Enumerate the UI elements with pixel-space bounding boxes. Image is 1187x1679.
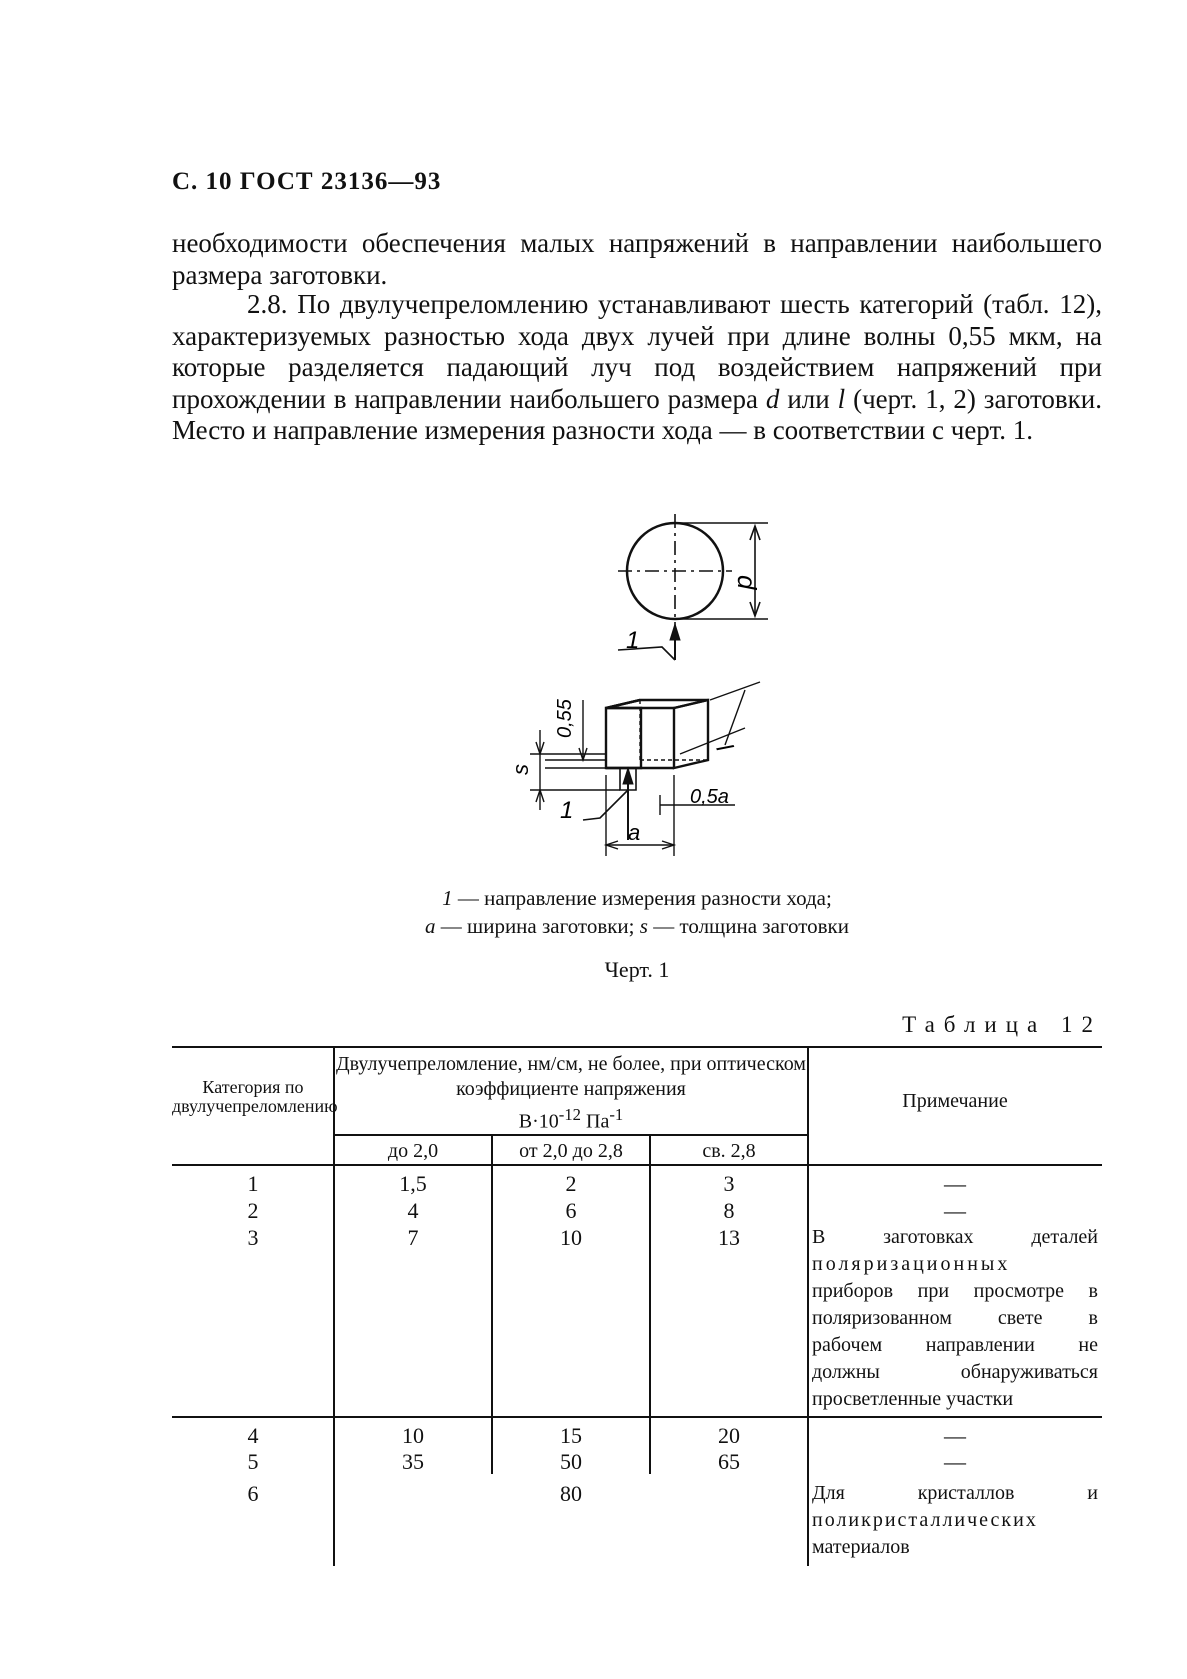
cell-category: 6 (247, 1481, 259, 1506)
figure-label: Черт. 1 (604, 957, 670, 982)
label-a: a (628, 820, 641, 845)
page-header: С. 10 ГОСТ 23136—93 (172, 168, 442, 195)
label-0-55: 0,55 (554, 699, 576, 738)
note-line: поликристаллических (812, 1509, 1038, 1531)
cell-value: 65 (718, 1449, 740, 1474)
cell-value: 4 (407, 1198, 419, 1223)
subheader-3: св. 2,8 (702, 1140, 756, 1162)
caption-symbol: s (639, 914, 648, 938)
cell-value: 8 (723, 1198, 735, 1223)
caption-text: — толщина заготовки (653, 914, 849, 938)
cell-value: 20 (718, 1423, 740, 1448)
cell-value: 1,5 (399, 1171, 427, 1196)
cell-value: 3 (723, 1171, 735, 1196)
note-line: должны обнаруживаться (812, 1361, 1098, 1383)
label-1-top: 1 (626, 627, 640, 654)
note-line: поляризационных (812, 1253, 1011, 1275)
paragraph-text: 2.8. По двулучепреломлению устанавливают шесть категорий (табл. 12), характеризуемых разностью хода двух лучей при длине волны (172, 289, 1102, 351)
caption-symbol: 1 (442, 886, 453, 910)
note-line: рабочем направлении не (812, 1334, 1098, 1356)
header-units-pa-exp: -1 (609, 1105, 624, 1124)
note-line: Для кристаллов и (812, 1482, 1098, 1504)
caption-text: — ширина заготовки; (440, 914, 635, 938)
box-blank (606, 700, 708, 768)
cell-value: 6 (565, 1198, 577, 1223)
cell-value: 2 (565, 1171, 577, 1196)
cell-note: — (944, 1171, 966, 1196)
caption-text: — направление измерения разности хода; (457, 886, 832, 910)
variable-l: l (837, 383, 846, 414)
cell-value: 50 (560, 1449, 582, 1474)
subheader-2: от 2,0 до 2,8 (519, 1140, 623, 1162)
wavelength-value: 0,55 (948, 320, 996, 351)
header-units-exp: -12 (558, 1105, 581, 1124)
cell-category: 4 (247, 1423, 259, 1448)
cell-note (812, 1480, 1098, 1561)
label-l: l (710, 740, 738, 756)
label-0-5a: 0,5a (690, 786, 729, 808)
label-d: d (732, 575, 762, 590)
paragraph-text: мкм, на которые разделяется падающий луч под воздействием напряжений при прохождении в направлении наибольшего размера (172, 320, 1103, 414)
cell-note: — (944, 1198, 966, 1223)
paragraph-continuation: необходимости обеспечения малых напряжений в направлении наибольшего размера заготовки. (172, 228, 1102, 290)
note-line: материалов (812, 1536, 910, 1558)
cell-value: 7 (407, 1225, 419, 1250)
cell-value: 15 (560, 1423, 582, 1448)
cell-value-merged: 80 (560, 1481, 582, 1506)
note-line: приборов при просмотре в (812, 1280, 1098, 1302)
cell-category: 1 (247, 1171, 259, 1196)
note-line: просветленные участки (812, 1388, 1014, 1410)
cell-value: 35 (402, 1449, 424, 1474)
cell-category: 3 (247, 1225, 259, 1250)
header-units-base: B·10 (518, 1110, 559, 1133)
variable-d: d (765, 383, 780, 414)
header-birefringence-text: Двулучепреломление, нм/см, не более, при оптическом коэффициенте напряжения (336, 1053, 806, 1100)
cell-value: 10 (560, 1225, 582, 1250)
figure-caption-line-1 (172, 884, 1102, 912)
cell-note (812, 1224, 1098, 1413)
cell-category: 2 (247, 1198, 259, 1223)
table-12 (172, 1044, 1102, 1566)
cell-value: 13 (718, 1225, 740, 1250)
header-note: Примечание (902, 1090, 1008, 1112)
cell-category: 5 (247, 1449, 259, 1474)
header-units-pa: Па (586, 1110, 610, 1133)
cell-note: — (944, 1423, 966, 1448)
header-category: Категория по двулучепреломлению (172, 1077, 338, 1116)
subheader-1: до 2,0 (387, 1140, 439, 1162)
paragraph-text: (черт. 1, 2) заготовки. Место и направление измерения разности хода — в соответствии с черт. 1. (172, 383, 1103, 445)
label-1-bottom: 1 (560, 797, 574, 824)
note-line: поляризованном свете в (812, 1307, 1098, 1329)
caption-symbol: a (425, 914, 436, 938)
label-s: s (508, 764, 533, 775)
figure-caption-line-2 (172, 912, 1102, 940)
cell-value: 10 (402, 1423, 424, 1448)
table-caption: Таблица 12 (902, 1012, 1102, 1037)
paragraph-text: или (787, 383, 830, 414)
header-birefringence (334, 1052, 808, 1135)
cell-note: — (944, 1449, 966, 1474)
note-line: В заготовках деталей (812, 1226, 1098, 1248)
